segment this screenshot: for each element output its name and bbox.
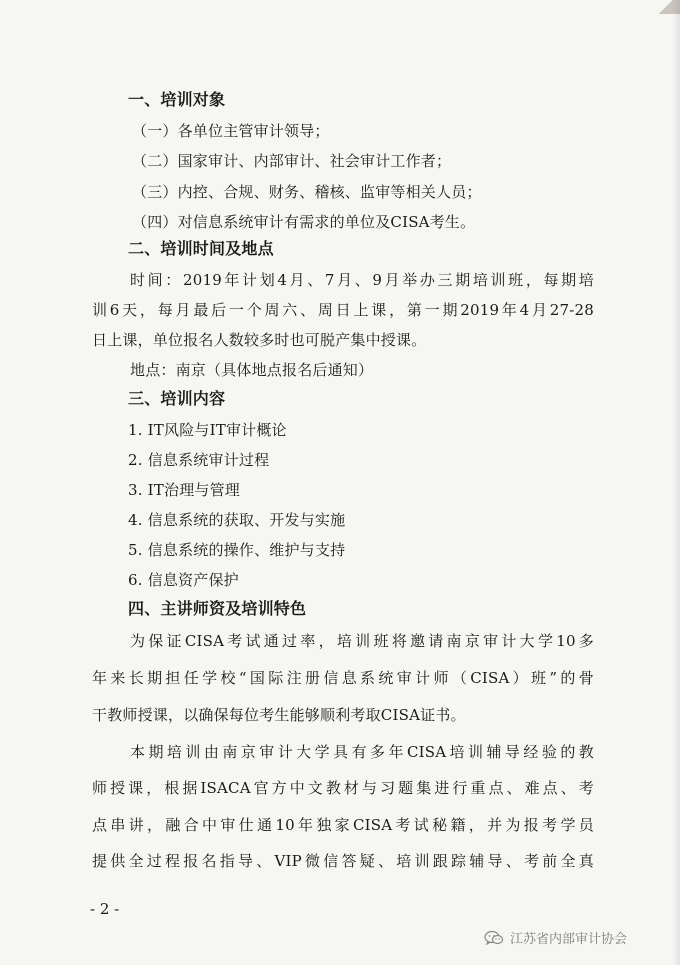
section-heading-4: 四、主讲师资及培训特色 <box>128 599 307 618</box>
text-line: （三）内控、合规、财务、稽核、监审等相关人员； <box>132 183 482 201</box>
text-line: 提供全过程报名指导、VIP微信答疑、培训跟踪辅导、考前全真 <box>92 852 594 870</box>
text-line: 年来长期担任学校“国际注册信息系统审计师（CISA）班”的骨 <box>92 669 594 687</box>
text-line: 干教师授课，以确保每位考生能够顺利考取CISA证书。 <box>92 706 466 724</box>
section-heading-3: 三、培训内容 <box>128 389 226 408</box>
list-item: 6. 信息资产保护 <box>128 571 239 589</box>
section-heading-2: 二、培训时间及地点 <box>128 239 274 258</box>
text-line: （二）国家审计、内部审计、社会审计工作者； <box>132 152 452 170</box>
list-item: 2. 信息系统审计过程 <box>128 451 270 469</box>
text-line: （一）各单位主管审计领导； <box>132 122 330 140</box>
list-item: 5. 信息系统的操作、维护与支持 <box>128 541 346 559</box>
text-line: 为保证CISA考试通过率，培训班将邀请南京审计大学10多 <box>130 632 594 650</box>
scan-corner-mark <box>652 0 680 14</box>
section-heading-1: 一、培训对象 <box>128 90 226 109</box>
page-number: - 2 - <box>90 900 120 918</box>
watermark <box>484 928 627 947</box>
wechat-icon <box>484 930 504 946</box>
text-line: 日上课，单位报名人数较多时也可脱产集中授课。 <box>92 331 427 349</box>
text-line: 本期培训由南京审计大学具有多年CISA培训辅导经验的教 <box>130 743 594 761</box>
watermark-text: 江苏省内部审计协会 <box>510 932 628 947</box>
text-line: 师授课，根据ISACA官方中文教材与习题集进行重点、难点、考 <box>92 779 594 797</box>
text-line: （四）对信息系统审计有需求的单位及CISA考生。 <box>132 213 476 231</box>
text-line: 时间：2019年计划4月、7月、9月举办三期培训班，每期培 <box>130 271 594 289</box>
list-item: 1. IT风险与IT审计概论 <box>128 421 287 439</box>
text-line: 训6天，每月最后一个周六、周日上课，第一期2019年4月27-28 <box>92 301 594 319</box>
scan-edge-shadow <box>672 0 680 965</box>
list-item: 4. 信息系统的获取、开发与实施 <box>128 511 346 529</box>
list-item: 3. IT治理与管理 <box>128 481 241 499</box>
text-line: 点串讲，融合中审仕通10年独家CISA考试秘籍，并为报考学员 <box>92 816 594 834</box>
text-line: 地点：南京（具体地点报名后通知） <box>130 361 374 379</box>
